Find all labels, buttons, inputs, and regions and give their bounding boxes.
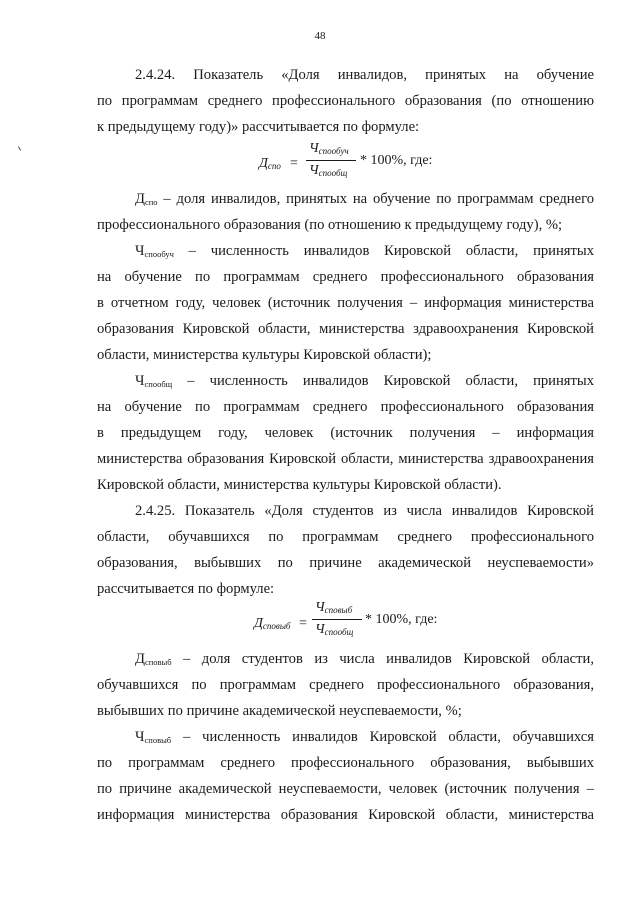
text-line: информация министерства образования Кировской области, министерства: [97, 807, 594, 823]
text-line: области, обучавшихся по программам среднего профессионального: [97, 529, 594, 545]
text-line: [135, 190, 594, 208]
text-line: по программам среднего профессионального образования, выбывших: [97, 755, 594, 771]
text-line: области, министерства культуры Кировской области);: [97, 347, 432, 363]
text-line: на обучение по программам среднего профессионального образования: [97, 269, 594, 285]
formula-denominator: Ч: [315, 622, 325, 637]
formula-denominator: Ч: [309, 163, 319, 178]
term-letter: Ч: [135, 243, 145, 259]
text-line: по программам среднего профессионального образования (по отношению: [97, 93, 594, 109]
formula-denominator-sub: спообщ: [318, 168, 348, 178]
margin-mark: [18, 146, 21, 151]
text-line: по причине академической неуспеваемости, человек (источник получения –: [97, 781, 594, 797]
formula-lhs: Д: [254, 616, 263, 631]
formula-lhs-sub: спо: [267, 161, 281, 171]
formula-numerator: Ч: [315, 600, 325, 615]
term-sub: сповыб: [144, 735, 172, 745]
text-line: профессионального образования (по отношению к предыдущему году), %;: [97, 217, 563, 233]
formula-lhs: Д: [259, 156, 268, 171]
term-def: – численность инвалидов Кировской области, принятых: [173, 243, 594, 259]
fraction-bar: [306, 160, 356, 161]
term-def: – доля студентов из числа инвалидов Кировской области,: [171, 651, 594, 667]
formula-numerator-sub: сповыб: [324, 605, 353, 615]
text-line: образования, выбывших по причине академической неуспеваемости»: [97, 555, 594, 571]
formula-equals: =: [299, 616, 307, 631]
text-line: [135, 728, 594, 746]
term-sub: спообщ: [144, 379, 173, 389]
text-line: Кировской области, министерства культуры Кировской области).: [97, 477, 502, 493]
term-letter: Ч: [135, 729, 145, 745]
formula-equals: =: [290, 156, 298, 171]
text-line: в отчетном году, человек (источник получения – информация министерства: [97, 295, 594, 311]
term-sub: сповыб: [144, 657, 172, 667]
text-line: 2.4.24. Показатель «Доля инвалидов, принятых на обучение: [135, 67, 594, 83]
text-line: рассчитывается по формуле:: [97, 581, 275, 597]
text-line: выбывших по причине академической неуспеваемости, %;: [97, 703, 462, 719]
term-def: – доля инвалидов, принятых на обучение по программам среднего: [157, 191, 594, 207]
fraction-bar: [312, 619, 362, 620]
text-line: в предыдущем году, человек (источник получения – информация: [97, 425, 594, 441]
formula-numerator: Ч: [309, 141, 319, 156]
text-line: образования Кировской области, министерства здравоохранения Кировской: [97, 321, 594, 337]
text-line: 2.4.25. Показатель «Доля студентов из числа инвалидов Кировской: [135, 503, 594, 519]
formula-numerator-sub: спообуч: [318, 146, 349, 156]
text-line: обучавшихся по программам среднего профессионального образования,: [97, 677, 594, 693]
text-line: [135, 372, 594, 390]
term-letter: Д: [135, 651, 145, 667]
text-line: на обучение по программам среднего профессионального образования: [97, 399, 594, 415]
text-line: [135, 242, 594, 260]
term-def: – численность инвалидов Кировской области, обучавшихся: [171, 729, 594, 745]
term-sub: спо: [144, 197, 158, 207]
formula-tail: * 100%, где:: [365, 612, 438, 627]
term-sub: спообуч: [144, 249, 174, 259]
formula-denominator-sub: спообщ: [324, 627, 354, 637]
page-number: 48: [314, 30, 326, 42]
text-line: к предыдущему году)» рассчитывается по формуле:: [97, 119, 420, 135]
formula-lhs-sub: сповыб: [262, 621, 291, 631]
term-def: – численность инвалидов Кировской области, принятых: [172, 373, 594, 389]
term-letter: Д: [135, 191, 145, 207]
text-line: [135, 650, 594, 668]
text-line: министерства образования Кировской области, министерства здравоохранения: [97, 451, 594, 467]
formula-tail: * 100%, где:: [360, 153, 433, 168]
term-letter: Ч: [135, 373, 145, 389]
